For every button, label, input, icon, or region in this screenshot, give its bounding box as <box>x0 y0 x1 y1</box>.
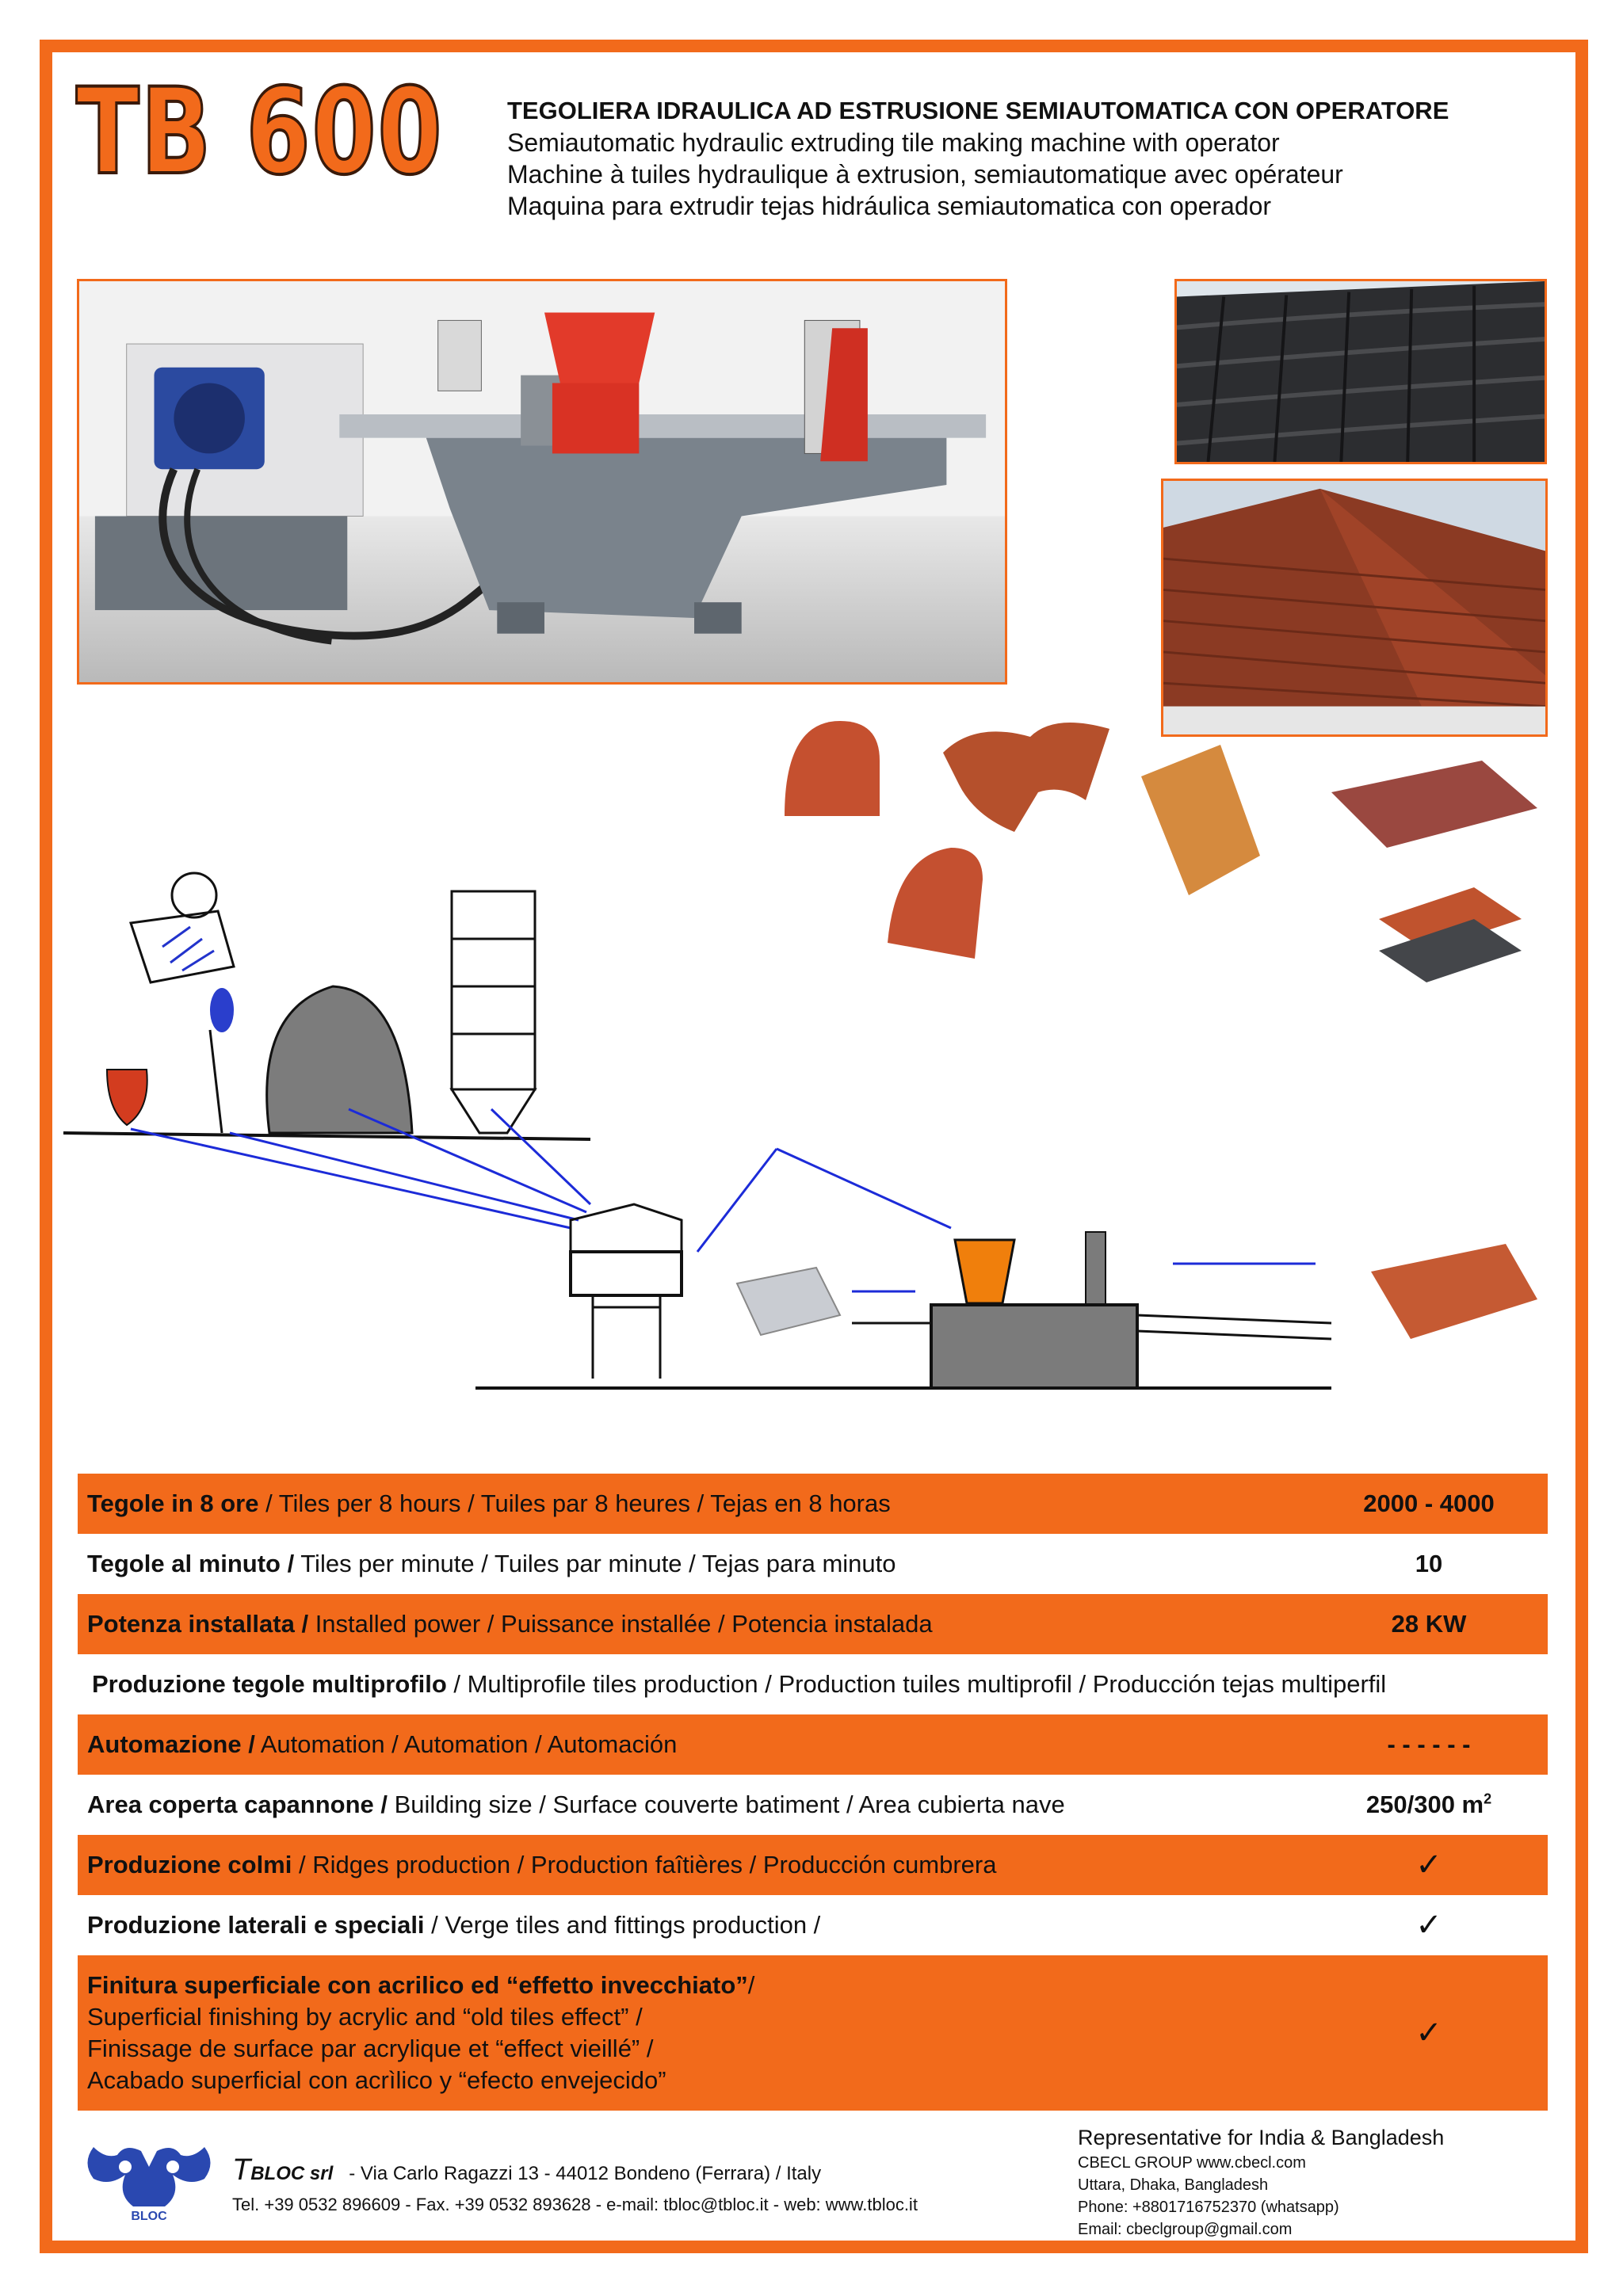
process-diagram <box>63 871 1569 1410</box>
company-contacts: Tel. +39 0532 896609 - Fax. +39 0532 893628 - e-mail: tbloc@tbloc.it - web: www.tbloc.it <box>232 2195 918 2214</box>
dark-roof-photo <box>1174 279 1547 464</box>
spec-row: Area coperta capannone / Building size / Surface couverte batiment / Area cubierta nave 250/300 $m^2$ <box>87 1791 1492 1818</box>
check-icon: ✓ <box>1415 2015 1442 2051</box>
machine-photo <box>77 279 1007 685</box>
check-icon: ✓ <box>1415 1907 1442 1943</box>
spec-row: Produzione colmi / Ridges production / Production faîtières / Producción cumbrera ✓ <box>78 1835 1548 1895</box>
spec-row: Tegole al minuto / Tiles per minute / Tuiles par minute / Tejas para minuto 10 <box>87 1550 1443 1577</box>
title-english: Semiautomatic hydraulic extruding tile making machine with operator <box>507 128 1280 157</box>
check-icon: ✓ <box>1415 1847 1442 1883</box>
model-title: TB 600 <box>76 63 444 201</box>
title-italian: TEGOLIERA IDRAULICA AD ESTRUSIONE SEMIAUTOMATICA CON OPERATORE <box>507 97 1449 124</box>
title-spanish: Maquina para extrudir tejas hidráulica semiautomatica con operador <box>507 192 1272 220</box>
representative-info: Representative for India & Bangladesh CBECL GROUP www.cbecl.com Uttara, Dhaka, Bangladesh Phone: +8801716752370 (whatsapp) Email: cbeclgroup@gmail.com <box>1078 2126 1445 2238</box>
spec-row: Tegole in 8 ore / Tiles per 8 hours / Tuiles par 8 heures / Tejas en 8 horas 2000 - 4000 <box>78 1474 1548 1534</box>
svg-text:BLOC: BLOC <box>131 2210 167 2223</box>
spec-row: Produzione laterali e speciali / Verge tiles and fittings production / ✓ <box>78 1895 1548 1955</box>
spec-row: Automazione / Automation / Automation / Automación - - - - - - <box>78 1714 1548 1775</box>
header-titles <box>507 95 1561 222</box>
spec-row: Potenza installata / Installed power / Puissance installée / Potencia instalada 28 KW <box>78 1594 1548 1654</box>
specs-table <box>78 1474 1548 2111</box>
spec-row: Produzione tegole multiprofilo / Multiprofile tiles production / Production tuiles multiprofil / Producción tejas multiperfil <box>92 1670 1387 1698</box>
footer <box>78 2123 1552 2242</box>
title-french: Machine à tuiles hydraulique à extrusion, semiautomatique avec opérateur <box>507 160 1343 189</box>
company-line: TBLOC srl - Via Carlo Ragazzi 13 - 44012 Bondeno (Ferrara) / Italy <box>232 2153 822 2187</box>
tbloc-logo <box>78 2131 220 2226</box>
finish-row: Finitura superficiale con acrilico ed “effetto invecchiato”/ Superficial finishing by acrylic and “old tiles effect” / Finissage de surface par acrylique et “effect vieillé” / Acabado superficial con acrìlico y “efecto envejecido” ✓ <box>78 1955 1548 2111</box>
